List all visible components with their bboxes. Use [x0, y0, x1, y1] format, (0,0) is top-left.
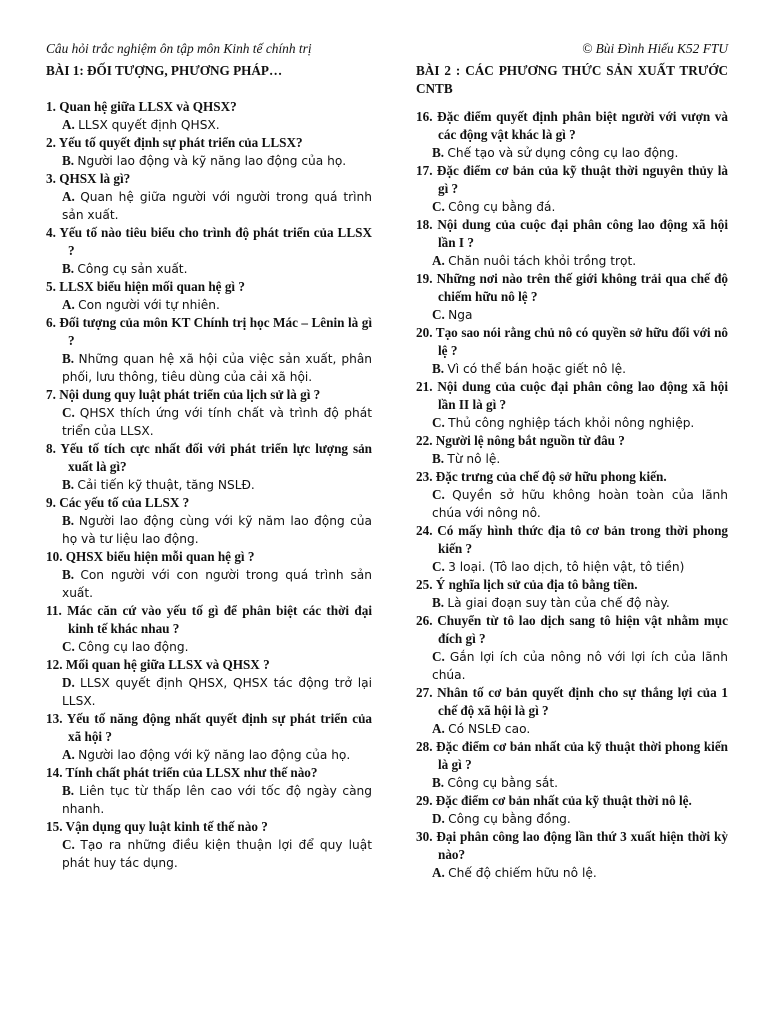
answer-letter: C.	[432, 559, 445, 574]
answer-label: Công cụ bằng sắt.	[447, 776, 559, 790]
answer-label: Cải tiến kỹ thuật, tăng NSLĐ.	[77, 478, 255, 492]
answer-text	[416, 360, 728, 378]
question-number: 27.	[416, 685, 433, 700]
question-number: 8.	[46, 441, 56, 456]
answer-letter: A.	[432, 253, 445, 268]
answer-label: Người lao động với kỹ năng lao động của họ.	[78, 748, 351, 762]
answer-label: Gắn lợi ích của nông nô với lợi ích của lãnh chúa.	[432, 650, 728, 682]
question-number: 28.	[416, 739, 433, 754]
question-text	[46, 710, 372, 746]
question-number: 11.	[46, 603, 62, 618]
answer-letter: B.	[432, 451, 445, 466]
question-text	[46, 314, 372, 350]
question-item	[416, 828, 728, 882]
question-label: LLSX biểu hiện mối quan hệ gì ?	[59, 279, 245, 294]
question-label: Nội dung của cuộc đại phân công lao động xã hội lần II là gì ?	[437, 379, 728, 412]
question-label: Đặc điểm cơ bản nhất của kỹ thuật thời nô lệ.	[435, 793, 692, 808]
question-number: 23.	[416, 469, 433, 484]
question-item	[416, 738, 728, 792]
lesson-1-question-list	[46, 98, 372, 872]
answer-label: LLSX quyết định QHSX, QHSX tác động trở lại LLSX.	[62, 676, 373, 708]
question-item	[416, 162, 728, 216]
left-column	[46, 62, 372, 872]
answer-text	[416, 198, 728, 216]
answer-letter: B.	[62, 513, 75, 528]
answer-text	[416, 720, 728, 738]
question-label: Chuyển từ tô lao dịch sang tô hiện vật nhằm mục đích gì ?	[437, 613, 728, 646]
answer-label: Từ nô lệ.	[447, 452, 501, 466]
answer-text	[416, 450, 728, 468]
question-text	[416, 378, 728, 414]
answer-label: Quan hệ giữa người với người trong quá trình sản xuất.	[62, 190, 372, 222]
answer-text	[416, 774, 728, 792]
question-text	[416, 828, 728, 864]
answer-text	[46, 476, 372, 494]
lesson-1-title: BÀI 1: ĐỐI TƯỢNG, PHƯƠNG PHÁP…	[46, 63, 283, 78]
question-text	[416, 270, 728, 306]
question-text	[46, 764, 372, 782]
question-number: 4.	[46, 225, 56, 240]
answer-letter: C.	[432, 199, 445, 214]
question-item	[46, 386, 372, 440]
answer-label: Công cụ bằng đá.	[448, 200, 556, 214]
question-label: Yếu tố năng động nhất quyết định sự phát triển của xã hội ?	[66, 711, 372, 744]
question-text	[46, 602, 372, 638]
question-number: 13.	[46, 711, 63, 726]
answer-text	[46, 260, 372, 278]
answer-label: Người lao động và kỹ năng lao động của họ.	[77, 154, 347, 168]
question-item	[46, 440, 372, 494]
question-text	[416, 468, 728, 486]
answer-letter: C.	[62, 405, 75, 420]
question-text	[416, 684, 728, 720]
answer-label: Nga	[448, 308, 473, 322]
answer-letter: D.	[432, 811, 445, 826]
answer-letter: B.	[62, 477, 75, 492]
question-text	[416, 738, 728, 774]
answer-letter: A.	[62, 297, 75, 312]
question-item	[46, 710, 372, 764]
answer-letter: B.	[432, 145, 445, 160]
lesson-2-question-list	[416, 108, 728, 882]
answer-text	[46, 836, 372, 872]
question-label: Nội dung của cuộc đại phân công lao động xã hội lần I ?	[437, 217, 728, 250]
question-label: Đặc điểm cơ bản của kỹ thuật thời nguyên thủy là gì ?	[436, 163, 728, 196]
answer-letter: A.	[62, 189, 75, 204]
question-text	[416, 612, 728, 648]
answer-text	[46, 566, 372, 602]
question-number: 2.	[46, 135, 56, 150]
answer-text	[416, 864, 728, 882]
question-number: 19.	[416, 271, 433, 286]
answer-letter: B.	[432, 595, 445, 610]
header-author: © Bùi Đình Hiếu K52 FTU	[582, 41, 728, 56]
question-text	[46, 656, 372, 674]
answer-letter: C.	[62, 639, 75, 654]
question-item	[416, 324, 728, 378]
answer-letter: D.	[62, 675, 75, 690]
question-text	[46, 134, 372, 152]
question-item	[416, 576, 728, 612]
answer-text	[416, 486, 728, 522]
answer-label: Là giai đoạn suy tàn của chế độ này.	[447, 596, 670, 610]
question-number: 10.	[46, 549, 63, 564]
question-number: 18.	[416, 217, 433, 232]
question-text	[46, 98, 372, 116]
question-label: Yếu tố quyết định sự phát triển của LLSX?	[58, 135, 303, 150]
question-label: Tính chất phát triển của LLSX như thế nào?	[65, 765, 318, 780]
answer-label: Thủ công nghiệp tách khỏi nông nghiệp.	[448, 416, 695, 430]
answer-label: Có NSLĐ cao.	[448, 722, 531, 736]
answer-letter: C.	[432, 649, 445, 664]
question-text	[416, 108, 728, 144]
answer-text	[46, 152, 372, 170]
header-course-title: Câu hỏi trắc nghiệm ôn tập môn Kinh tế chính trị	[46, 41, 312, 56]
answer-text	[416, 252, 728, 270]
question-number: 25.	[416, 577, 433, 592]
question-label: Tạo sao nói rằng chủ nô có quyền sở hữu đối với nô lệ ?	[435, 325, 728, 358]
answer-label: Chế tạo và sử dụng công cụ lao động.	[447, 146, 679, 160]
question-number: 22.	[416, 433, 433, 448]
question-text	[416, 432, 728, 450]
answer-label: Vì có thể bán hoặc giết nô lệ.	[447, 362, 627, 376]
question-text	[416, 576, 728, 594]
question-label: Nhân tố cơ bản quyết định cho sự thắng lợi của 1 chế độ xã hội là gì ?	[437, 685, 728, 718]
question-text	[416, 324, 728, 360]
question-item	[46, 170, 372, 224]
question-item	[46, 98, 372, 134]
question-item	[416, 792, 728, 828]
answer-text	[46, 674, 372, 710]
question-item	[416, 468, 728, 522]
answer-label: Công cụ bằng đồng.	[448, 812, 571, 826]
answer-letter: B.	[432, 775, 445, 790]
answer-label: Người lao động cùng với kỹ năm lao động của họ và tư liệu lao động.	[62, 514, 373, 546]
question-number: 20.	[416, 325, 433, 340]
question-number: 26.	[416, 613, 433, 628]
question-text	[46, 440, 372, 476]
question-item	[416, 684, 728, 738]
question-item	[46, 278, 372, 314]
answer-text	[46, 404, 372, 440]
answer-text	[46, 350, 372, 386]
question-label: Quan hệ giữa LLSX và QHSX?	[59, 99, 237, 114]
question-label: Đối tượng của môn KT Chính trị học Mác – Lênin là gì ?	[59, 315, 372, 348]
answer-label: Quyền sở hữu không hoàn toàn của lãnh chúa với nông nô.	[432, 488, 729, 520]
answer-label: Công cụ lao động.	[78, 640, 189, 654]
question-number: 30.	[416, 829, 433, 844]
answer-text	[46, 746, 372, 764]
answer-letter: A.	[62, 117, 75, 132]
answer-letter: B.	[62, 261, 75, 276]
answer-text	[46, 188, 372, 224]
answer-text	[416, 414, 728, 432]
question-number: 1.	[46, 99, 56, 114]
answer-text	[416, 558, 728, 576]
question-label: Có mấy hình thức địa tô cơ bản trong thời phong kiến ?	[437, 523, 729, 556]
answer-label: QHSX thích ứng với tính chất và trình độ phát triển của LLSX.	[62, 406, 373, 438]
question-label: QHSX biểu hiện mỗi quan hệ gì ?	[65, 549, 255, 564]
question-text	[416, 522, 728, 558]
answer-label: Chăn nuôi tách khỏi trồng trọt.	[448, 254, 637, 268]
question-label: Yếu tố nào tiêu biểu cho trình độ phát triển của LLSX ?	[59, 225, 372, 258]
answer-letter: B.	[62, 567, 75, 582]
question-item	[46, 656, 372, 710]
question-label: Mác căn cứ vào yếu tố gì để phân biệt các thời đại kinh tế khác nhau ?	[67, 603, 373, 636]
question-item	[416, 612, 728, 684]
question-number: 21.	[416, 379, 433, 394]
answer-text	[416, 144, 728, 162]
question-number: 6.	[46, 315, 56, 330]
question-label: Mối quan hệ giữa LLSX và QHSX ?	[65, 657, 270, 672]
question-label: Người lệ nông bắt nguồn từ đâu ?	[435, 433, 625, 448]
question-item	[46, 602, 372, 656]
answer-label: Liên tục từ thấp lên cao với tốc độ ngày càng nhanh.	[62, 784, 372, 816]
answer-text	[416, 594, 728, 612]
question-number: 15.	[46, 819, 63, 834]
answer-text	[416, 648, 728, 684]
answer-label: Những quan hệ xã hội của việc sản xuất, phân phối, lưu thông, tiêu dùng của cải xã hội.	[62, 352, 373, 384]
question-item	[416, 378, 728, 432]
answer-letter: B.	[62, 783, 75, 798]
question-number: 29.	[416, 793, 433, 808]
answer-letter: A.	[62, 747, 75, 762]
question-text	[46, 224, 372, 260]
question-label: Những nơi nào trên thế giới không trải qua chế độ chiếm hữu nô lệ ?	[436, 271, 728, 304]
answer-text	[46, 638, 372, 656]
answer-label: Chế độ chiếm hữu nô lệ.	[448, 866, 597, 880]
question-item	[46, 818, 372, 872]
question-text	[416, 216, 728, 252]
answer-label: Công cụ sản xuất.	[77, 262, 188, 276]
question-label: Đặc điểm cơ bản nhất của kỹ thuật thời phong kiến là gì ?	[436, 739, 729, 772]
question-label: Ý nghĩa lịch sử của địa tô bằng tiền.	[435, 577, 638, 592]
question-item	[416, 432, 728, 468]
question-item	[46, 548, 372, 602]
question-number: 7.	[46, 387, 56, 402]
answer-text	[416, 810, 728, 828]
question-number: 3.	[46, 171, 56, 186]
answer-letter: B.	[62, 153, 75, 168]
question-text	[46, 170, 372, 188]
page-header	[46, 41, 728, 61]
question-text	[46, 386, 372, 404]
question-label: QHSX là gì?	[59, 171, 131, 186]
answer-label: 3 loại. (Tô lao dịch, tô hiện vật, tô tiền)	[448, 560, 685, 574]
answer-label: Con người với tự nhiên.	[78, 298, 220, 312]
answer-letter: C.	[432, 307, 445, 322]
question-text	[416, 162, 728, 198]
question-item	[46, 134, 372, 170]
answer-label: Tạo ra những điều kiện thuận lợi để quy luật phát huy tác dụng.	[62, 838, 372, 870]
answer-label: Con người với con người trong quá trình sản xuất.	[62, 568, 372, 600]
question-number: 5.	[46, 279, 56, 294]
answer-letter: B.	[432, 361, 445, 376]
answer-letter: A.	[432, 865, 445, 880]
question-label: Yếu tố tích cực nhất đối với phát triển lực lượng sản xuất là gì?	[60, 441, 372, 474]
question-item	[416, 270, 728, 324]
answer-letter: A.	[432, 721, 445, 736]
answer-text	[46, 512, 372, 548]
question-label: Đại phân công lao động lần thứ 3 xuất hiện thời kỳ nào?	[436, 829, 728, 862]
question-item	[46, 494, 372, 548]
question-label: Các yếu tố của LLSX ?	[59, 495, 190, 510]
answer-letter: C.	[432, 415, 445, 430]
question-item	[46, 764, 372, 818]
question-label: Vận dụng quy luật kinh tế thế nào ?	[65, 819, 268, 834]
answer-letter: C.	[62, 837, 75, 852]
question-number: 9.	[46, 495, 56, 510]
question-item	[416, 108, 728, 162]
answer-label: LLSX quyết định QHSX.	[78, 118, 220, 132]
question-number: 12.	[46, 657, 63, 672]
question-item	[416, 522, 728, 576]
answer-text	[416, 306, 728, 324]
question-number: 14.	[46, 765, 63, 780]
question-text	[416, 792, 728, 810]
answer-text	[46, 296, 372, 314]
question-item	[46, 314, 372, 386]
question-label: Đặc điểm quyết định phân biệt người với vượn và các động vật khác là gì ?	[437, 109, 728, 142]
answer-letter: C.	[432, 487, 445, 502]
question-number: 24.	[416, 523, 433, 538]
question-text	[46, 494, 372, 512]
answer-text	[46, 782, 372, 818]
question-text	[46, 548, 372, 566]
lesson-2-title: BÀI 2 : CÁC PHƯƠNG THỨC SẢN XUẤT TRƯỚC CNTB	[416, 63, 728, 96]
question-label: Nội dung quy luật phát triển của lịch sử là gì ?	[59, 387, 321, 402]
question-item	[416, 216, 728, 270]
question-number: 16.	[416, 109, 433, 124]
question-text	[46, 278, 372, 296]
answer-letter: B.	[62, 351, 75, 366]
question-number: 17.	[416, 163, 433, 178]
question-text	[46, 818, 372, 836]
question-label: Đặc trưng của chế độ sở hữu phong kiến.	[435, 469, 667, 484]
answer-text	[46, 116, 372, 134]
question-item	[46, 224, 372, 278]
right-column	[416, 62, 728, 882]
